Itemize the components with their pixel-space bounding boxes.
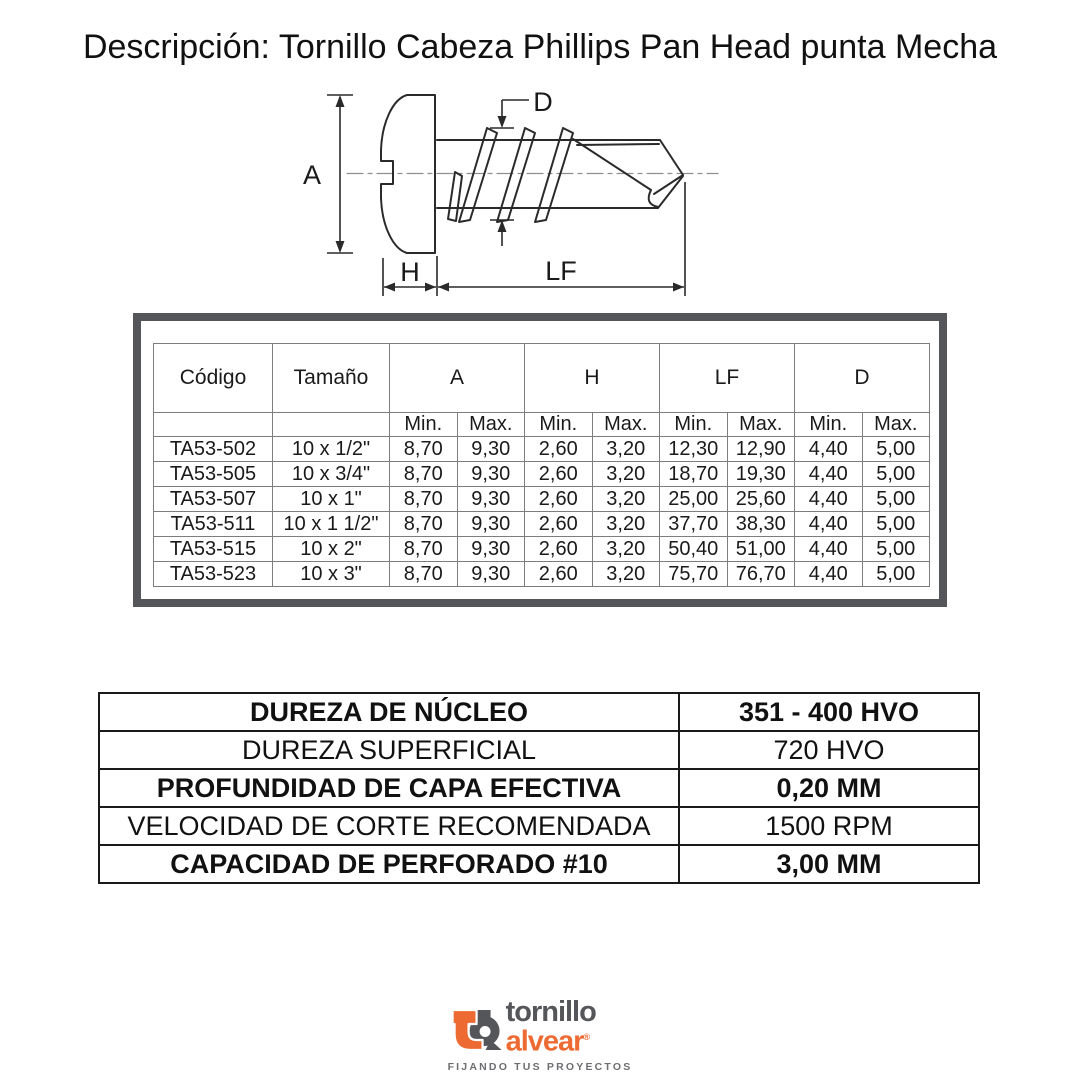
subcolumn-header: Min. <box>795 413 863 437</box>
table-cell: 2,60 <box>525 537 593 562</box>
table-cell: 5,00 <box>862 437 930 462</box>
subcolumn-header: Max. <box>457 413 525 437</box>
table-cell: 4,40 <box>795 437 863 462</box>
table-cell: 75,70 <box>660 562 728 587</box>
property-row <box>99 845 979 883</box>
table-cell: 3,20 <box>592 562 660 587</box>
table-cell: 25,60 <box>727 487 795 512</box>
registered-mark: ® <box>583 1032 591 1042</box>
thread-flight-partial <box>448 172 462 221</box>
dimension-arrowheads <box>336 95 685 292</box>
table-cell: 8,70 <box>390 487 458 512</box>
brand-tagline: FIJANDO TUS PROYECTOS <box>447 1060 633 1073</box>
drill-flute-diagonal <box>573 139 651 190</box>
dimensions-table <box>153 343 930 587</box>
table-row <box>154 437 930 462</box>
table-row <box>154 462 930 487</box>
property-label: DUREZA DE NÚCLEO <box>99 693 679 731</box>
table-cell: 4,40 <box>795 512 863 537</box>
table-cell: TA53-515 <box>154 537 273 562</box>
table-cell: 5,00 <box>862 512 930 537</box>
empty-subheader-cell <box>273 413 390 437</box>
table-cell: 10 x 3" <box>273 562 390 587</box>
table-cell: TA53-502 <box>154 437 273 462</box>
empty-subheader-cell <box>154 413 273 437</box>
table-cell: 3,20 <box>592 512 660 537</box>
table-cell: 38,30 <box>727 512 795 537</box>
table-cell: 2,60 <box>525 512 593 537</box>
table-cell: 10 x 1 1/2" <box>273 512 390 537</box>
property-value: 3,00 MM <box>679 845 979 883</box>
table-cell: 8,70 <box>390 562 458 587</box>
brand-word-alvear: alvear® <box>505 1025 591 1058</box>
property-row <box>99 731 979 769</box>
brand-word-tornillo: tornillo <box>505 996 596 1028</box>
table-cell: 18,70 <box>660 462 728 487</box>
table-cell: 8,70 <box>390 437 458 462</box>
table-row <box>154 512 930 537</box>
shank-bottom-line <box>437 176 683 208</box>
drill-flute-to-tip <box>654 175 683 194</box>
table-cell: 4,40 <box>795 487 863 512</box>
subcolumn-header: Max. <box>862 413 930 437</box>
table-cell: TA53-523 <box>154 562 273 587</box>
table-cell: 5,00 <box>862 487 930 512</box>
subcolumn-header: Max. <box>727 413 795 437</box>
table-cell: 8,70 <box>390 537 458 562</box>
column-header: Tamaño <box>273 344 390 413</box>
property-label: VELOCIDAD DE CORTE RECOMENDADA <box>99 807 679 845</box>
table-cell: 8,70 <box>390 512 458 537</box>
table-cell: 25,00 <box>660 487 728 512</box>
table-cell: 10 x 2" <box>273 537 390 562</box>
table-cell: 50,40 <box>660 537 728 562</box>
dim-label-lf: LF <box>545 256 577 286</box>
table-cell: 9,30 <box>457 487 525 512</box>
table-cell: TA53-505 <box>154 462 273 487</box>
table-cell: 9,30 <box>457 512 525 537</box>
table-cell: 2,60 <box>525 462 593 487</box>
table-cell: 2,60 <box>525 487 593 512</box>
subcolumn-header: Max. <box>592 413 660 437</box>
table-cell: TA53-511 <box>154 512 273 537</box>
column-header: D <box>795 344 930 413</box>
table-row <box>154 562 930 587</box>
column-header: A <box>390 344 525 413</box>
property-row <box>99 769 979 807</box>
subcolumn-header: Min. <box>660 413 728 437</box>
table-cell: 10 x 1/2" <box>273 437 390 462</box>
dim-label-d: D <box>533 87 553 117</box>
table-row <box>154 487 930 512</box>
table-cell: 76,70 <box>727 562 795 587</box>
brand-wordmark <box>505 996 596 1058</box>
table-cell: 9,30 <box>457 537 525 562</box>
table-cell: 5,00 <box>862 462 930 487</box>
property-label: DUREZA SUPERFICIAL <box>99 731 679 769</box>
dim-extension-lines <box>383 182 685 296</box>
column-header: LF <box>660 344 795 413</box>
property-label: CAPACIDAD DE PERFORADO #10 <box>99 845 679 883</box>
properties-table <box>98 692 980 884</box>
table-cell: 3,20 <box>592 487 660 512</box>
dim-label-a: A <box>302 160 322 190</box>
table-cell: 10 x 1" <box>273 487 390 512</box>
table-row <box>154 537 930 562</box>
table-cell: 8,70 <box>390 462 458 487</box>
table-cell: 9,30 <box>457 462 525 487</box>
table-cell: 3,20 <box>592 437 660 462</box>
table-cell: 51,00 <box>727 537 795 562</box>
table-cell: 5,00 <box>862 562 930 587</box>
table-cell: 4,40 <box>795 537 863 562</box>
subcolumn-header: Min. <box>525 413 593 437</box>
drill-flute-edge <box>577 144 659 145</box>
brand-logo <box>447 996 633 1073</box>
property-value: 1500 RPM <box>679 807 979 845</box>
column-header: H <box>525 344 660 413</box>
table-cell: 9,30 <box>457 562 525 587</box>
table-cell: 2,60 <box>525 437 593 462</box>
table-cell: 19,30 <box>727 462 795 487</box>
table-cell: 3,20 <box>592 537 660 562</box>
column-header: Código <box>154 344 273 413</box>
table-cell: 5,00 <box>862 537 930 562</box>
property-value: 0,20 MM <box>679 769 979 807</box>
table-cell: TA53-507 <box>154 487 273 512</box>
table-cell: 4,40 <box>795 562 863 587</box>
table-cell: 37,70 <box>660 512 728 537</box>
dim-label-h: H <box>400 257 420 287</box>
table-cell: 3,20 <box>592 462 660 487</box>
table-cell: 9,30 <box>457 437 525 462</box>
table-cell: 12,30 <box>660 437 728 462</box>
table-cell: 12,90 <box>727 437 795 462</box>
screw-technical-drawing <box>272 76 728 314</box>
page-title: Descripción: Tornillo Cabeza Phillips Pan Head punta Mecha <box>82 28 998 66</box>
property-value: 720 HVO <box>679 731 979 769</box>
property-row <box>99 693 979 731</box>
subcolumn-header: Min. <box>390 413 458 437</box>
property-row <box>99 807 979 845</box>
property-value: 351 - 400 HVO <box>679 693 979 731</box>
tornillo-alvear-monogram-icon <box>448 1002 502 1050</box>
table-cell: 2,60 <box>525 562 593 587</box>
property-label: PROFUNDIDAD DE CAPA EFECTIVA <box>99 769 679 807</box>
dimensions-table-frame <box>133 313 947 607</box>
table-cell: 10 x 3/4" <box>273 462 390 487</box>
table-cell: 4,40 <box>795 462 863 487</box>
